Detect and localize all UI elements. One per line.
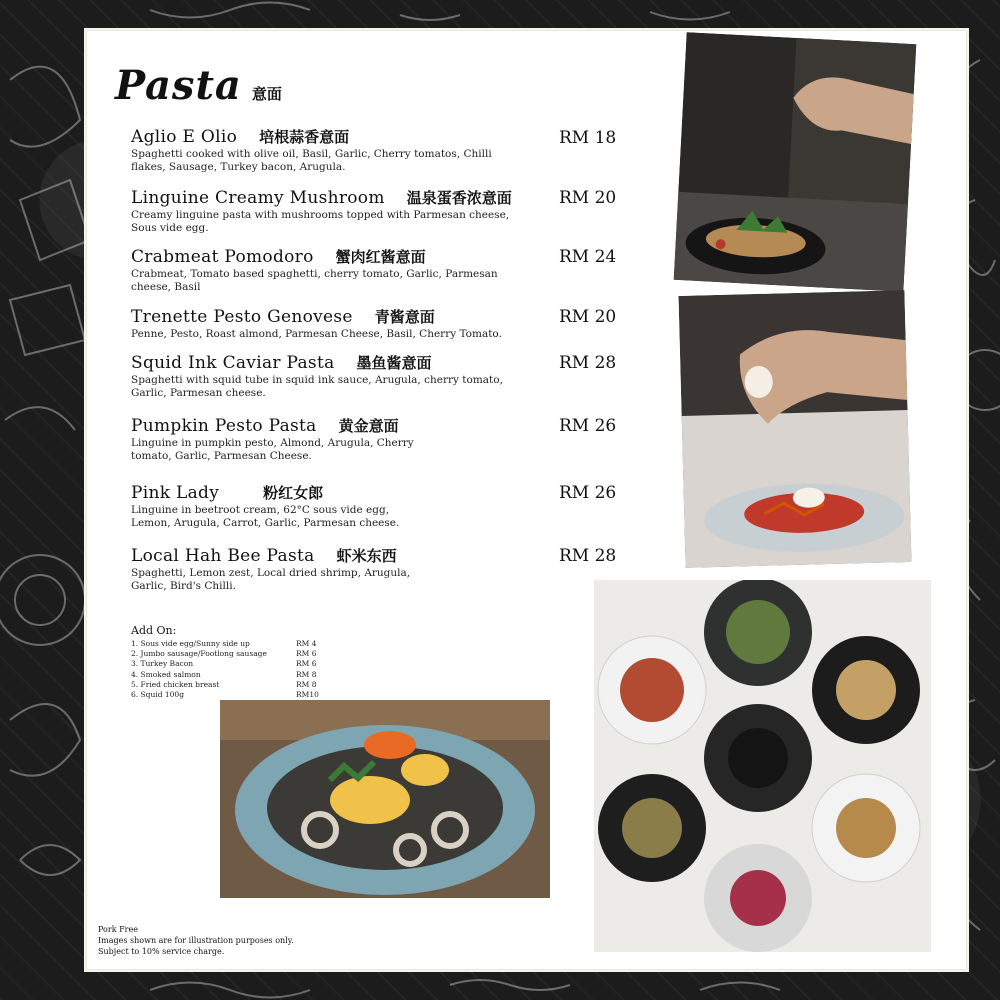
addon-name: 2. Jumbo sausage/Footlong sausage (131, 649, 267, 659)
addon-name: 6. Squid 100g (131, 690, 185, 700)
addon-row (131, 690, 331, 700)
addon-row (131, 659, 331, 669)
item-price: RM 26 (559, 483, 617, 503)
photo-hand-sprinkling (674, 32, 917, 292)
addon-name: 4. Smoked salmon (131, 669, 201, 679)
item-description: Crabmeat, Tomato based spaghetti, cherry tomato, Garlic, Parmesan cheese, Basil (131, 268, 498, 293)
photo-pasta-spread (594, 580, 931, 952)
service-charge-note: Subject to 10% service charge. (98, 947, 225, 956)
item-name-cn: 虾米东西 (336, 547, 397, 565)
item-name: Aglio E Olio (131, 127, 238, 147)
photo-squid-ink-pasta (220, 700, 550, 898)
item-description: Linguine in pumpkin pesto, Almond, Arugula, Cherry tomato, Garlic, Parmesan Cheese. (131, 437, 414, 462)
addon-price: RM 4 (296, 639, 317, 648)
item-name: Local Hah Bee Pasta (131, 546, 315, 566)
item-name: Crabmeat Pomodoro (131, 247, 314, 267)
addon-price: RM10 (296, 690, 319, 700)
item-name-cn: 蟹肉红酱意面 (335, 248, 426, 266)
illustration-note: Images shown are for illustration purposes only. (98, 936, 294, 945)
item-name: Linguine Creamy Mushroom (131, 188, 385, 208)
item-name-cn: 黄金意面 (338, 417, 399, 435)
menu-item-squid-ink-caviar-pasta (131, 352, 621, 400)
item-description: Linguine in beetroot cream, 62°C sous vide egg, Lemon, Arugula, Carrot, Garlic, Parmesan cheese. (131, 504, 400, 529)
item-name-cn: 青酱意面 (374, 308, 435, 326)
item-name: Trenette Pesto Genovese (131, 307, 353, 327)
photo-squid-ink-pasta-image (220, 700, 550, 898)
addon-row (131, 670, 331, 680)
item-name: Pink Lady (131, 483, 220, 503)
pork-free-note: Pork Free (98, 925, 138, 934)
item-price: RM 24 (559, 247, 617, 267)
item-description: Penne, Pesto, Roast almond, Parmesan Cheese, Basil, Cherry Tomato. (131, 328, 502, 340)
menu-item-pumpkin-pesto-pasta (131, 415, 621, 463)
menu-item-crabmeat-pomodoro (131, 246, 621, 294)
item-description: Creamy linguine pasta with mushrooms topped with Parmesan cheese, Sous vide egg. (131, 209, 510, 234)
menu-item-aglio-e-olio (131, 126, 621, 174)
addon-name: 5. Fried chicken breast (131, 679, 220, 689)
menu-header (115, 62, 282, 109)
addon-price: RM 6 (296, 659, 317, 669)
item-description: Spaghetti cooked with olive oil, Basil, Garlic, Cherry tomatos, Chilli flakes, Sausage, Turkey bacon, Arugula. (131, 148, 492, 173)
addon-name: 1. Sous vide egg/Sunny side up (131, 639, 250, 648)
footer-notes (98, 924, 294, 957)
photo-pasta-spread-image (594, 580, 931, 952)
photo-pink-lady (678, 290, 911, 568)
item-price: RM 18 (559, 128, 617, 148)
addon-price: RM 8 (296, 669, 317, 679)
addon-title: Add On: (131, 624, 177, 637)
menu-item-local-hah-bee-pasta (131, 545, 621, 593)
item-price: RM 28 (559, 353, 617, 373)
photo-hand-sprinkling-image (674, 32, 917, 292)
item-price: RM 26 (559, 416, 617, 436)
menu-title-cn: 意面 (251, 85, 282, 103)
menu-item-linguine-creamy-mushroom (131, 187, 621, 235)
addon-list (131, 624, 331, 700)
item-name-cn: 培根蒜香意面 (259, 128, 350, 146)
menu-item-trenette-pesto-genovese (131, 306, 621, 341)
item-name-cn: 粉红女郎 (263, 484, 324, 502)
addon-row (131, 649, 331, 659)
item-name-cn: 墨鱼酱意面 (356, 354, 432, 372)
addon-price: RM 8 (296, 679, 317, 689)
item-name: Squid Ink Caviar Pasta (131, 353, 335, 373)
item-name: Pumpkin Pesto Pasta (131, 416, 317, 436)
item-price: RM 20 (559, 307, 617, 327)
addon-name: 3. Turkey Bacon (131, 659, 194, 669)
item-description: Spaghetti, Lemon zest, Local dried shrimp, Arugula, Garlic, Bird's Chilli. (131, 567, 411, 592)
item-price: RM 28 (559, 546, 617, 566)
item-description: Spaghetti with squid tube in squid ink sauce, Arugula, cherry tomato, Garlic, Parmesan cheese. (131, 374, 503, 399)
addon-row (131, 639, 331, 649)
item-name-cn: 温泉蛋香浓意面 (406, 189, 512, 207)
menu-title: Pasta (115, 62, 242, 109)
item-price: RM 20 (559, 188, 617, 208)
photo-pink-lady-image (678, 290, 911, 568)
addon-price: RM 6 (296, 649, 317, 659)
addon-row (131, 680, 331, 690)
menu-item-pink-lady (131, 482, 621, 530)
